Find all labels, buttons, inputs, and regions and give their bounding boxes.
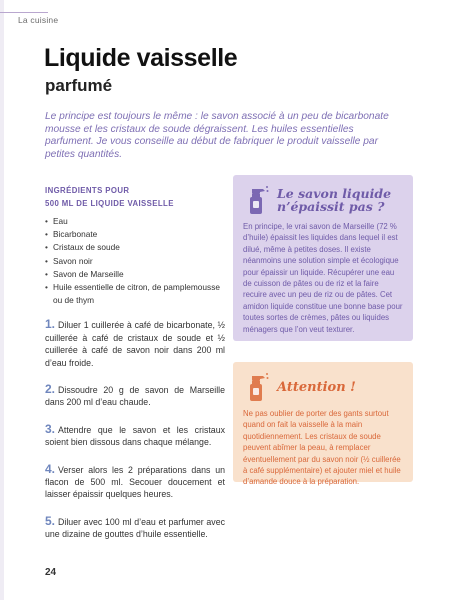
page-number: 24 xyxy=(45,567,57,578)
step-text: Dissoudre 20 g de savon de Marseille dans 200 ml d’eau chaude. xyxy=(45,385,225,408)
ingredients-title xyxy=(45,184,225,210)
page-edge xyxy=(0,0,4,600)
page-title: Liquide vaisselle xyxy=(44,44,238,72)
ingredient-item: • Savon noir xyxy=(45,255,225,268)
step-item xyxy=(45,423,225,449)
step-number: 1. xyxy=(45,317,56,332)
warning-box-text: Ne pas oublier de porter des gants surtout quand on fait la vaisselle à la main quotidiennement. Les cristaux de soude peuvent abîmer la peau, à remplacer éventuellement par du savon noir (½ cuillerée à café supplémentaire) et ajouter miel et huile d’amande douce à la préparation. xyxy=(243,409,401,487)
warning-box xyxy=(233,362,413,487)
warning-box-header xyxy=(243,372,403,402)
step-number: 4. xyxy=(45,461,56,476)
ingredient-item: • Huile essentielle de citron, de pamplemousse ou de thym xyxy=(45,281,225,307)
tip-box-text: En principe, le vrai savon de Marseille (72 % d’huile) épaissit les liquides dans lequel il est dilué, même à petites doses. Il existe néanmoins une solution simple et écologique pour épaissir un liquide. Récupérer une eau de cuisson de pâtes ou de riz et la faire recuire avec un peu de riz ou de pâtes. Cet amidon liquide constitue une bonne base pour toutes sortes de crèmes, pâtes ou liquides ménagers que l’on veut texturer. xyxy=(243,222,403,334)
step-number: 2. xyxy=(45,382,56,397)
tip-title-line2: n’épaissit pas ? xyxy=(277,199,385,214)
intro-text: Le principe est toujours le même : le savon associé à un peu de bicarbonate mousse et les cristaux de soude dégraissent. Les huiles essentielles parfument. Je vous conseille au début de fabriquer le produit vaisselle par petites quantités. xyxy=(45,111,389,160)
step-item xyxy=(45,515,225,541)
ingredients-title-line1: INGRÉDIENTS POUR xyxy=(45,186,130,195)
ingredient-item: • Eau xyxy=(45,215,225,228)
steps-list xyxy=(45,318,225,540)
step-text: Verser alors les 2 préparations dans un flacon de 500 ml. Secouer doucement et laisser épaissir quelques heures. xyxy=(45,464,225,500)
step-number: 5. xyxy=(45,513,56,528)
spray-bottle-icon xyxy=(243,372,269,402)
ingredients-title-line2: 500 ML DE LIQUIDE VAISSELLE xyxy=(45,199,174,208)
step-item xyxy=(45,463,225,501)
page-subtitle: parfumé xyxy=(45,76,113,95)
step-item xyxy=(45,383,225,409)
tip-box-header xyxy=(243,185,403,215)
ingredients-list xyxy=(45,215,225,307)
step-number: 3. xyxy=(45,421,56,436)
header-rule xyxy=(0,12,48,13)
ingredient-item: • Cristaux de soude xyxy=(45,241,225,254)
warning-box-title: Attention ! xyxy=(277,379,356,395)
step-text: Diluer 1 cuillerée à café de bicarbonate, ½ cuillerée à café de cristaux de soude et ½ cuillerée à café de savon noir dans 200 ml d’eau froide. xyxy=(45,320,225,368)
tip-title-line1: Le savon liquide xyxy=(277,186,392,201)
left-column xyxy=(45,184,225,555)
ingredient-item: • Savon de Marseille xyxy=(45,268,225,281)
step-text: Diluer avec 100 ml d’eau et parfumer avec une dizaine de gouttes d’huile essentielle. xyxy=(45,516,225,540)
spray-bottle-icon xyxy=(243,185,269,215)
ingredient-item: • Bicarbonate xyxy=(45,228,225,241)
running-head: La cuisine xyxy=(18,15,59,25)
step-item xyxy=(45,318,225,369)
tip-box xyxy=(233,175,413,341)
tip-box-title xyxy=(277,187,391,213)
step-text: Attendre que le savon et les cristaux soient bien dissous dans chaque mélange. xyxy=(45,424,225,448)
